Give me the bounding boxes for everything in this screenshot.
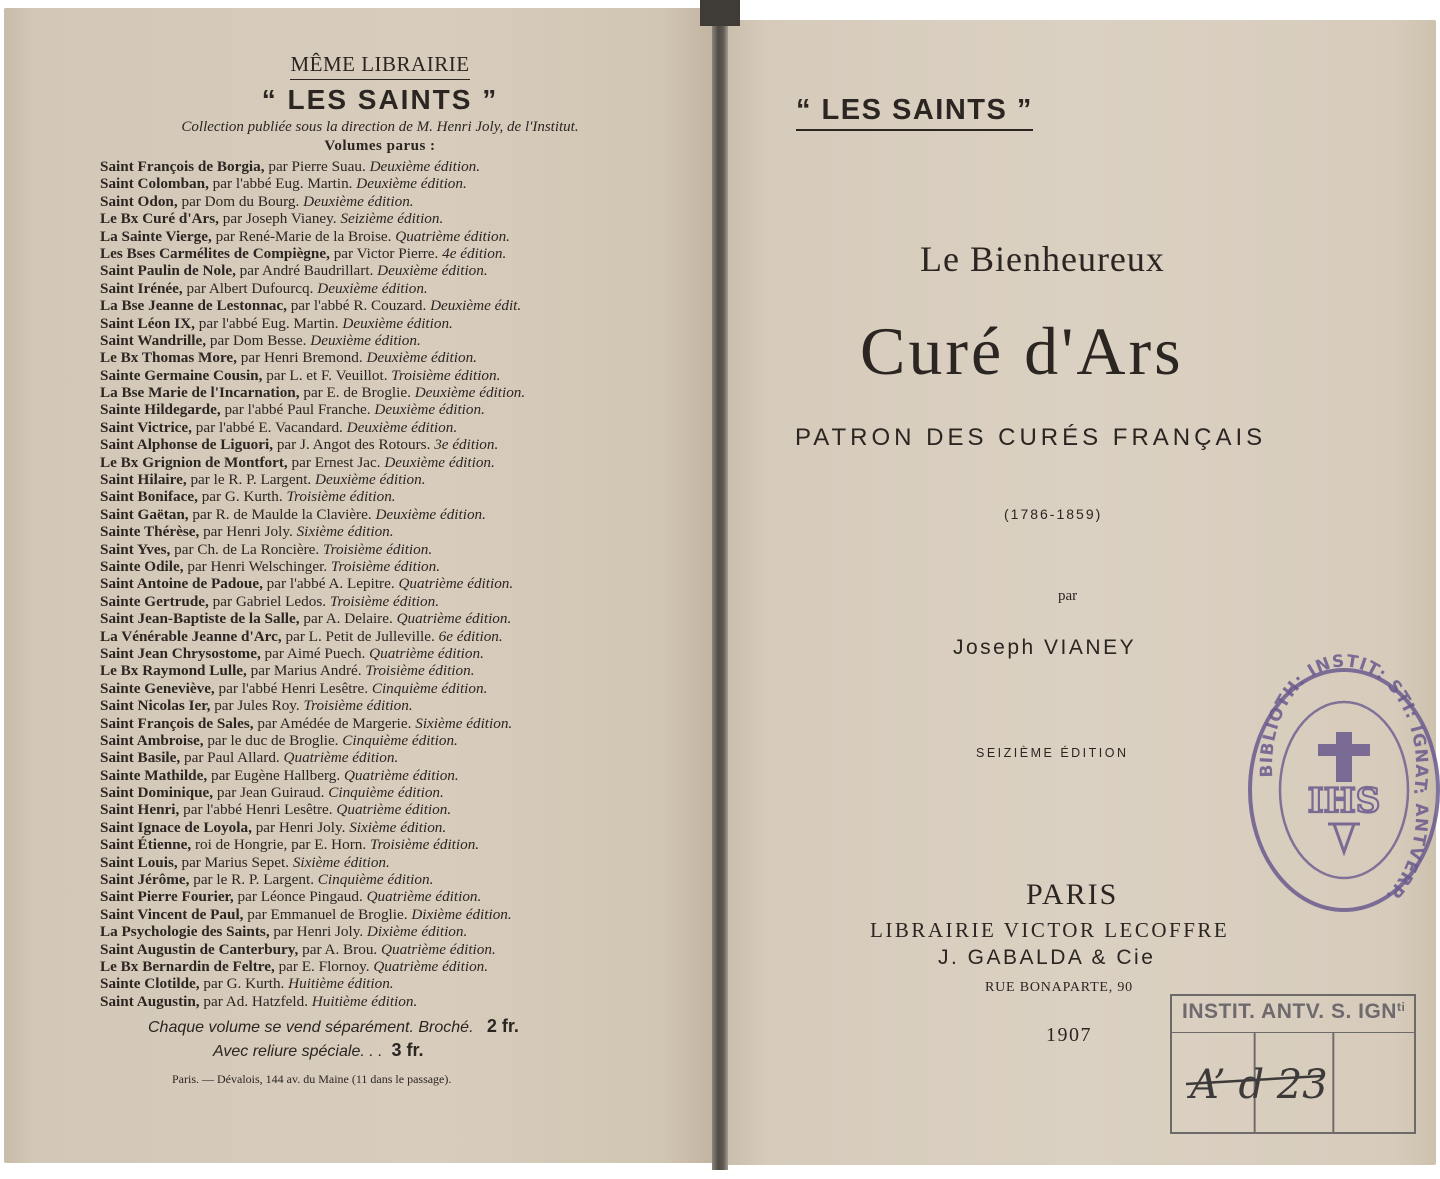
volume-entry xyxy=(100,297,680,314)
volume-edition: Quatrième édition. xyxy=(366,888,482,906)
volume-edition: Quatrième édition. xyxy=(381,940,496,958)
volume-entry xyxy=(100,784,680,801)
volume-edition: Deuxième édition. xyxy=(374,401,485,419)
volume-edition: Troisième édition. xyxy=(369,836,480,854)
volume-entry xyxy=(100,436,680,453)
volume-author: par L. Petit de Julleville. xyxy=(281,627,439,645)
publication-city: PARIS xyxy=(1026,878,1119,911)
volume-author: par l'abbé A. Lepitre. xyxy=(262,575,399,593)
volume-author: par Emmanuel de Broglie. xyxy=(243,905,412,923)
library-box-stamp xyxy=(1170,994,1416,1134)
volume-author: par G. Kurth. xyxy=(197,488,287,506)
volume-author: par Ch. de La Roncière. xyxy=(170,540,323,558)
volume-author: par Albert Dufourcq. xyxy=(182,279,318,297)
volume-saint: Saint François de Borgia, xyxy=(100,158,265,175)
volume-entry xyxy=(100,575,680,592)
volume-author: par Henri Joly. xyxy=(199,523,297,541)
volume-author: par Pierre Suau. xyxy=(264,158,370,175)
volume-edition: Quatrième édition. xyxy=(395,227,510,245)
volume-author: par A. Brou. xyxy=(298,940,382,958)
price-line-brochure xyxy=(148,1016,519,1037)
volume-saint: Saint Vincent de Paul, xyxy=(100,905,244,923)
volume-edition: Huitième édition. xyxy=(311,992,418,1010)
price-binding: 3 fr. xyxy=(391,1040,424,1060)
volume-entry xyxy=(100,523,680,540)
volume-author: par Joseph Vianey. xyxy=(218,210,341,228)
price-line-brochure-text: Chaque volume se vend séparément. Broché. xyxy=(148,1019,474,1036)
volume-author: par André Baudrillart. xyxy=(235,262,378,280)
book-title: Curé d'Ars xyxy=(860,313,1184,389)
volume-saint: Saint Basile, xyxy=(100,749,181,767)
volume-saint: Le Bx Grignion de Montfort, xyxy=(100,453,288,471)
volume-saint: Les Bses Carmélites de Compiègne, xyxy=(100,244,330,262)
volume-author: par l'abbé Henri Lesêtre. xyxy=(179,801,337,819)
volume-saint: Saint Gaëtan, xyxy=(100,505,189,523)
volume-edition: Dixième édition. xyxy=(366,923,468,941)
volume-edition: Troisième édition. xyxy=(323,540,433,558)
edition-label: SEIZIÈME ÉDITION xyxy=(976,746,1129,760)
volume-saint: Saint Augustin, xyxy=(100,992,200,1010)
volume-entry xyxy=(100,349,680,366)
volume-edition: Deuxième édition. xyxy=(317,279,428,297)
publisher-company: J. GABALDA & Cie xyxy=(938,946,1156,969)
left-page-header xyxy=(0,52,760,80)
volume-entry xyxy=(100,262,680,279)
volume-saint: Le Bx Raymond Lulle, xyxy=(100,662,247,680)
round-stamp-text: BIBLIOTH: INSTIT: STI: IGNAT: ANTVERP. xyxy=(1256,651,1432,907)
volume-edition: Deuxième édition. xyxy=(369,158,481,175)
volume-author: par Ad. Hatzfeld. xyxy=(199,992,312,1010)
volume-saint: Saint Ambroise, xyxy=(100,731,204,749)
printer-imprint: Paris. — Dévalois, 144 av. du Maine (11 dans le passage). xyxy=(172,1072,452,1086)
volume-author: par Henri Welschinger. xyxy=(183,557,331,575)
volume-edition: Deuxième édition. xyxy=(377,262,488,280)
volume-saint: Saint Boniface, xyxy=(100,488,198,506)
volume-saint: La Sainte Vierge, xyxy=(100,227,212,245)
price-line-binding-text: Avec reliure spéciale. . . xyxy=(213,1043,383,1060)
volume-edition: Cinquième édition. xyxy=(371,679,488,697)
volume-saint: Saint Colomban, xyxy=(100,175,209,193)
volume-author: par Henri Joly. xyxy=(251,818,350,836)
volume-saint: Sainte Clotilde, xyxy=(100,975,200,993)
price-line-binding xyxy=(213,1040,423,1061)
book-subtitle: PATRON DES CURÉS FRANÇAIS xyxy=(795,424,1267,451)
volume-edition: Deuxième édition. xyxy=(303,192,414,210)
volume-entry xyxy=(100,628,680,645)
volume-author: par A. Delaire. xyxy=(299,610,397,628)
volume-edition: Deuxième édition. xyxy=(375,505,486,523)
volume-edition: Deuxième édition. xyxy=(315,471,426,489)
volume-saint: Saint Dominique, xyxy=(100,784,214,802)
volume-saint: Saint Pierre Fourier, xyxy=(100,888,234,906)
volume-saint: Sainte Germaine Cousin, xyxy=(100,366,263,384)
round-stamp-ihs: IHS xyxy=(1307,781,1381,821)
volume-author: par l'abbé Paul Franche. xyxy=(220,401,375,419)
book-gutter xyxy=(712,0,728,1170)
volume-saint: Saint Antoine de Padoue, xyxy=(100,575,263,593)
volume-author: par l'abbé Eug. Martin. xyxy=(208,175,357,193)
volume-entry xyxy=(100,175,680,192)
volume-edition: Deuxième édition. xyxy=(342,314,453,332)
volume-saint: Saint Henri, xyxy=(100,801,180,819)
volume-author: par Amédée de Margerie. xyxy=(253,714,416,732)
volume-saint: Saint Odon, xyxy=(100,192,178,210)
volume-author: par Marius Sepet. xyxy=(177,853,293,871)
volume-entry xyxy=(100,506,680,523)
volume-saint: Le Bx Thomas More, xyxy=(100,349,237,367)
volume-author: roi de Hongrie, par E. Horn. xyxy=(191,836,370,854)
par-label: par xyxy=(1058,588,1078,604)
volume-saint: Le Bx Bernardin de Feltre, xyxy=(100,957,275,975)
volume-edition: Troisième édition. xyxy=(286,488,396,506)
volume-entry xyxy=(100,715,680,732)
volume-saint: Saint Léon IX, xyxy=(100,314,195,332)
volume-edition: Sixième édition. xyxy=(415,714,513,732)
volume-entry xyxy=(100,367,680,384)
collection-note: Collection publiée sous la direction de M. Henri Joly, de l'Institut. xyxy=(181,119,579,135)
volume-saint: La Bse Jeanne de Lestonnac, xyxy=(100,297,287,315)
volume-entry xyxy=(100,315,680,332)
volume-saint: Saint François de Sales, xyxy=(100,714,254,732)
volume-edition: Troisième édition. xyxy=(303,697,413,715)
life-dates: (1786-1859) xyxy=(1004,506,1103,522)
volume-saint: Saint Jean Chrysostome, xyxy=(100,644,261,662)
volume-saint: Saint Louis, xyxy=(100,853,178,871)
volume-author: par L. et F. Veuillot. xyxy=(262,366,392,384)
volume-edition: Troisième édition. xyxy=(329,592,439,610)
publisher-heading: MÊME LIBRAIRIE xyxy=(290,52,469,80)
volume-edition: Deuxième édition. xyxy=(310,331,421,349)
volume-author: par le duc de Broglie. xyxy=(203,731,343,749)
volume-author: par l'abbé R. Couzard. xyxy=(286,297,431,315)
volume-edition: Deuxième édition. xyxy=(366,349,477,367)
volume-entry xyxy=(100,993,680,1010)
volume-entry xyxy=(100,280,680,297)
volume-saint: Saint Nicolas Ier, xyxy=(100,697,211,715)
right-series-title: “ LES SAINTS ” xyxy=(796,94,1033,131)
book-edge xyxy=(700,0,740,26)
volume-saint: Saint Wandrille, xyxy=(100,331,207,349)
volume-author: par René-Marie de la Broise. xyxy=(211,227,396,245)
volume-author: par E. Flornoy. xyxy=(274,957,374,975)
volume-entry xyxy=(100,819,680,836)
volume-edition: 6e édition. xyxy=(438,627,503,645)
volume-entry xyxy=(100,749,680,766)
volume-edition: Cinquième édition. xyxy=(317,871,434,889)
volume-saint: Saint Étienne, xyxy=(100,836,192,854)
volume-entry xyxy=(100,193,680,210)
volume-author: par R. de Maulde la Clavière. xyxy=(188,505,376,523)
volume-edition: Troisième édition. xyxy=(330,557,441,575)
volume-author: par Henri Joly. xyxy=(269,923,367,941)
volume-edition: Sixième édition. xyxy=(292,853,390,871)
volume-edition: Deuxième édition. xyxy=(414,384,526,402)
volume-saint: Saint Paulin de Nole, xyxy=(100,262,236,280)
volume-saint: Sainte Gertrude, xyxy=(100,592,209,610)
volume-edition: Cinquième édition. xyxy=(328,784,444,802)
volume-edition: Quatrième édition. xyxy=(343,766,459,784)
volume-entry xyxy=(100,801,680,818)
price-brochure: 2 fr. xyxy=(486,1016,519,1036)
volume-saint: Saint Jérôme, xyxy=(100,871,190,889)
volume-edition: Quatrième édition. xyxy=(396,610,512,628)
volume-author: par Eugène Hallberg. xyxy=(207,766,344,784)
volume-saint: Saint Augustin de Canterbury, xyxy=(100,940,299,958)
volume-edition: 3e édition. xyxy=(434,436,499,454)
volume-edition: Deuxième édition. xyxy=(346,418,458,436)
volume-author: par l'abbé E. Vacandard. xyxy=(191,418,347,436)
volume-author: par le R. P. Largent. xyxy=(189,871,318,889)
volume-edition: Sixième édition. xyxy=(349,818,447,836)
volume-entry xyxy=(100,697,680,714)
volume-saint: La Bse Marie de l'Incarnation, xyxy=(100,384,300,402)
volume-entry xyxy=(100,558,680,575)
volume-saint: Sainte Odile, xyxy=(100,557,184,575)
volume-entry xyxy=(100,541,680,558)
volume-edition: Quatrième édition. xyxy=(336,801,452,819)
volume-author: par J. Angot des Rotours. xyxy=(273,436,435,454)
volume-author: par Victor Pierre. xyxy=(329,244,443,262)
volume-author: par Jean Guiraud. xyxy=(213,784,329,802)
volume-entry xyxy=(100,958,680,975)
box-stamp-handwriting-text: A’ d 23 xyxy=(1190,1062,1328,1108)
volume-entry xyxy=(100,732,680,749)
publisher-address: RUE BONAPARTE, 90 xyxy=(985,980,1133,995)
volume-saint: Saint Alphonse de Liguori, xyxy=(100,436,274,454)
volume-entry xyxy=(100,384,680,401)
volume-entry xyxy=(100,645,680,662)
volume-saint: La Psychologie des Saints, xyxy=(100,923,270,941)
volume-edition: Troisième édition. xyxy=(365,662,475,680)
volume-entry xyxy=(100,871,680,888)
volume-entry xyxy=(100,836,680,853)
title-line-1: Le Bienheureux xyxy=(920,239,1165,279)
volume-saint: Saint Ignace de Loyola, xyxy=(100,818,252,836)
author-name: Joseph VIANEY xyxy=(953,636,1137,659)
volume-edition: Sixième édition. xyxy=(296,523,394,541)
volume-edition: Seizième édition. xyxy=(340,210,444,228)
volume-edition: Quatrième édition. xyxy=(369,644,484,662)
volume-entry xyxy=(100,471,680,488)
volume-author: par le R. P. Largent. xyxy=(186,471,316,489)
volume-entry xyxy=(100,228,680,245)
volume-author: par Henri Bremond. xyxy=(236,349,367,367)
box-stamp-title-superscript: ti xyxy=(1396,1000,1406,1014)
volume-edition: Quatrième édition. xyxy=(373,957,489,975)
volume-saint: Sainte Thérèse, xyxy=(100,523,200,541)
volume-entry xyxy=(100,210,680,227)
volume-saint: Le Bx Curé d'Ars, xyxy=(100,210,219,228)
volume-entry xyxy=(100,419,680,436)
volume-edition: 4e édition. xyxy=(442,244,507,262)
ihs-cross-icon xyxy=(1308,732,1381,852)
volume-author: par Dom Besse. xyxy=(206,331,311,349)
volume-author: par Dom du Bourg. xyxy=(177,192,304,210)
volume-saint: Sainte Mathilde, xyxy=(100,766,208,784)
volumes-list xyxy=(100,158,680,1010)
volume-author: par l'abbé Eug. Martin. xyxy=(194,314,343,332)
volume-entry xyxy=(100,662,680,679)
volume-saint: Sainte Geneviève, xyxy=(100,679,215,697)
volume-edition: Dixième édition. xyxy=(411,905,512,923)
volume-entry xyxy=(100,975,680,992)
volume-saint: Saint Hilaire, xyxy=(100,471,187,489)
volume-saint: Saint Victrice, xyxy=(100,418,192,436)
volume-entry xyxy=(100,593,680,610)
volumes-heading: Volumes parus : xyxy=(324,138,436,154)
volume-edition: Troisième édition. xyxy=(391,366,501,384)
volume-edition: Quatrième édition. xyxy=(283,749,399,767)
volume-entry xyxy=(100,158,680,175)
volume-entry xyxy=(100,401,680,418)
volume-author: par Jules Roy. xyxy=(210,697,304,715)
volume-saint: La Vénérable Jeanne d'Arc, xyxy=(100,627,282,645)
box-stamp-handwriting xyxy=(1172,996,1418,1136)
box-stamp-title-text: INSTIT. ANTV. S. IGN xyxy=(1182,1000,1397,1023)
volume-author: par Marius André. xyxy=(246,662,366,680)
volume-edition: Cinquième édition. xyxy=(342,731,458,749)
volume-author: par Paul Allard. xyxy=(180,749,284,767)
volume-edition: Deuxième édition. xyxy=(356,175,467,193)
volume-entry xyxy=(100,854,680,871)
volume-entry xyxy=(100,767,680,784)
volume-entry xyxy=(100,332,680,349)
volume-entry xyxy=(100,488,680,505)
volume-entry xyxy=(100,888,680,905)
publisher-name: LIBRAIRIE VICTOR LECOFFRE xyxy=(870,918,1230,942)
volume-author: par E. de Broglie. xyxy=(299,384,415,402)
volume-author: par Gabriel Ledos. xyxy=(208,592,330,610)
volume-author: par l'abbé Henri Lesêtre. xyxy=(214,679,372,697)
volume-edition: Deuxième édition. xyxy=(384,453,495,471)
volume-saint: Saint Yves, xyxy=(100,540,171,558)
volume-edition: Huitième édition. xyxy=(288,975,394,993)
volume-entry xyxy=(100,454,680,471)
volume-saint: Saint Irénée, xyxy=(100,279,183,297)
volume-entry xyxy=(100,610,680,627)
volume-entry xyxy=(100,906,680,923)
volume-saint: Saint Jean-Baptiste de la Salle, xyxy=(100,610,300,628)
volume-author: par Ernest Jac. xyxy=(287,453,385,471)
volume-author: par Léonce Pingaud. xyxy=(233,888,367,906)
volume-author: par G. Kurth. xyxy=(199,975,289,993)
publication-year: 1907 xyxy=(1046,1024,1092,1046)
volume-entry xyxy=(100,923,680,940)
volume-entry xyxy=(100,941,680,958)
volume-saint: Sainte Hildegarde, xyxy=(100,401,221,419)
volume-edition: Deuxième édit. xyxy=(430,297,522,315)
left-series-title: “ LES SAINTS ” xyxy=(261,84,499,115)
volume-entry xyxy=(100,680,680,697)
volume-edition: Quatrième édition. xyxy=(398,575,514,593)
volume-author: par Aimé Puech. xyxy=(260,644,370,662)
library-round-stamp xyxy=(1244,651,1440,916)
volume-entry xyxy=(100,245,680,262)
